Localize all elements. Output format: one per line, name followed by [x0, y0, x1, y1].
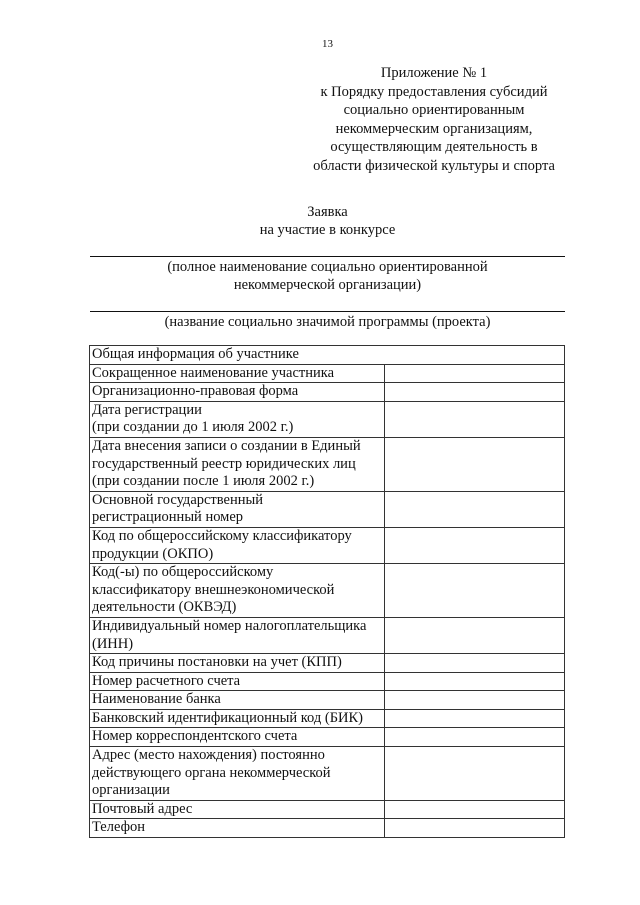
row-label: Код по общероссийскому классификатору продукции (ОКПО) — [90, 527, 385, 563]
document-title — [0, 203, 640, 239]
row-label: Код(-ы) по общероссийскому классификатору внешнеэкономической деятельности (ОКВЭД) — [90, 564, 385, 618]
caption-line: некоммерческой организации) — [233, 277, 422, 293]
row-label: Индивидуальный номер налогоплательщика (ИНН) — [90, 617, 385, 653]
row-label: Почтовый адрес — [90, 800, 385, 819]
org-name-field-line[interactable] — [90, 256, 565, 257]
program-name-field-line[interactable] — [90, 311, 565, 312]
table-row — [90, 401, 565, 437]
table-row — [90, 617, 565, 653]
row-label: Наименование банка — [90, 691, 385, 710]
row-value-field[interactable] — [384, 401, 564, 437]
row-label: Банковский идентификационный код (БИК) — [90, 709, 385, 728]
row-label: Сокращенное наименование участника — [90, 364, 385, 383]
row-value-field[interactable] — [384, 672, 564, 691]
table-row — [90, 747, 565, 801]
row-label: Дата внесения записи о создании в Единый государственный реестр юридических лиц (при создании после 1 июля 2002 г.) — [90, 437, 385, 491]
row-value-field[interactable] — [384, 491, 564, 527]
title-line: Заявка — [307, 204, 348, 220]
table-row — [90, 564, 565, 618]
table-row — [90, 383, 565, 402]
row-label: Адрес (место нахождения) постоянно действующего органа некоммерческой организации — [90, 747, 385, 801]
row-value-field[interactable] — [384, 819, 564, 838]
page-number: 13 — [322, 38, 333, 50]
row-value-field[interactable] — [384, 437, 564, 491]
table-row — [90, 364, 565, 383]
table-row — [90, 800, 565, 819]
row-value-field[interactable] — [384, 364, 564, 383]
row-label: Телефон — [90, 819, 385, 838]
row-value-field[interactable] — [384, 617, 564, 653]
row-value-field[interactable] — [384, 654, 564, 673]
appendix-line: области физической культуры и спорта — [313, 157, 555, 174]
table-row — [90, 491, 565, 527]
row-label: Организационно-правовая форма — [90, 383, 385, 402]
table-row — [90, 654, 565, 673]
row-value-field[interactable] — [384, 691, 564, 710]
table-row — [90, 672, 565, 691]
table-row — [90, 819, 565, 838]
row-label: Основной государственный регистрационный номер — [90, 491, 385, 527]
row-value-field[interactable] — [384, 383, 564, 402]
row-value-field[interactable] — [384, 527, 564, 563]
participant-info-table — [89, 345, 565, 838]
row-value-field[interactable] — [384, 728, 564, 747]
row-label: Номер корреспондентского счета — [90, 728, 385, 747]
row-label: Номер расчетного счета — [90, 672, 385, 691]
table-row — [90, 728, 565, 747]
table-row — [90, 527, 565, 563]
row-value-field[interactable] — [384, 800, 564, 819]
appendix-line: социально ориентированным — [343, 102, 525, 118]
program-caption: (название социально значимой программы (проекта) — [164, 314, 491, 330]
row-value-field[interactable] — [384, 709, 564, 728]
row-label: Код причины постановки на учет (КПП) — [90, 654, 385, 673]
row-label: Дата регистрации (при создании до 1 июля 2002 г.) — [90, 401, 385, 437]
table-row — [90, 709, 565, 728]
table-row — [90, 691, 565, 710]
table-header-row — [90, 346, 565, 365]
row-value-field[interactable] — [384, 747, 564, 801]
subtitle-line: на участие в конкурсе — [259, 222, 396, 238]
appendix-line: Приложение № 1 — [380, 65, 488, 81]
appendix-line: некоммерческим организациям, — [335, 120, 533, 137]
row-value-field[interactable] — [384, 564, 564, 618]
table-header: Общая информация об участнике — [90, 346, 565, 365]
appendix-line: к Порядку предоставления субсидий — [320, 83, 548, 100]
org-name-caption — [90, 258, 565, 294]
appendix-header — [300, 64, 568, 175]
table-row — [90, 437, 565, 491]
appendix-line: осуществляющим деятельность в — [330, 139, 538, 155]
caption-line: (полное наименование социально ориентированной — [167, 259, 488, 275]
